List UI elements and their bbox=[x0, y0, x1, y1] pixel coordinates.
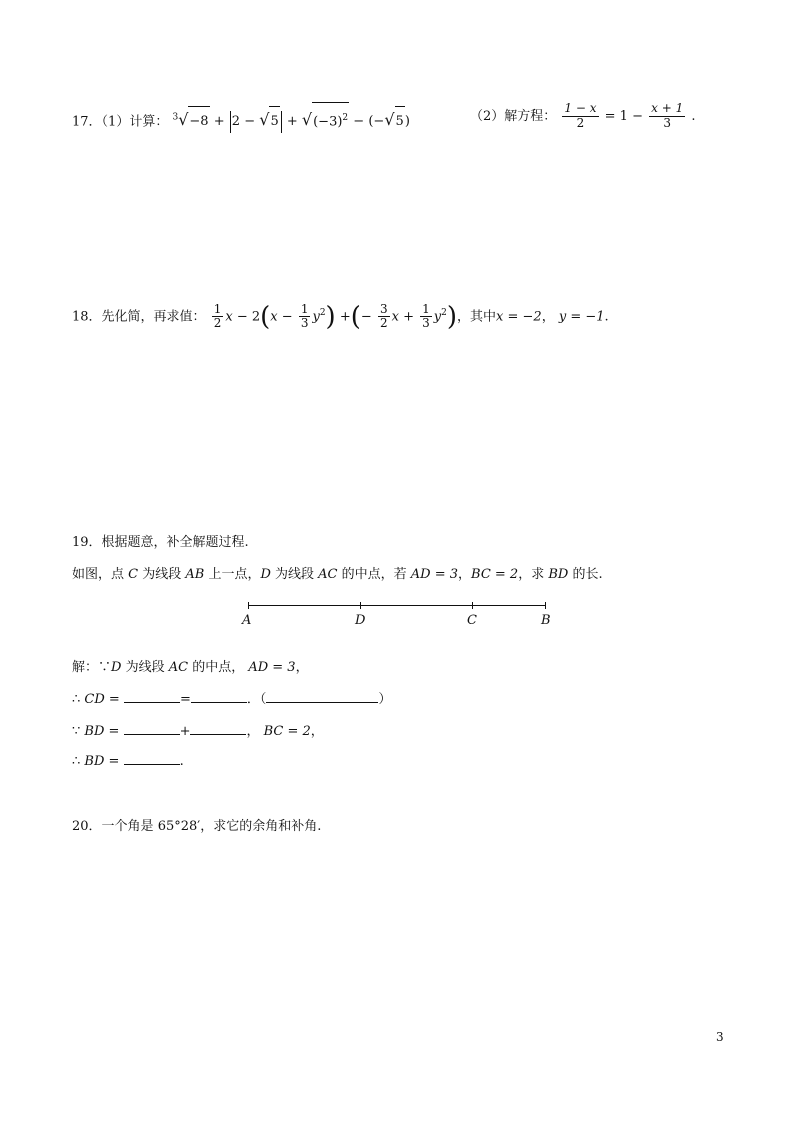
paren-open: ( bbox=[350, 301, 361, 332]
q17-part1-label: （1）计算： bbox=[101, 114, 169, 130]
point-D: D bbox=[260, 567, 271, 582]
x-value: x = −2 bbox=[496, 309, 542, 325]
text: 的长. bbox=[568, 567, 603, 582]
q18-line bbox=[72, 294, 609, 336]
label-C: C bbox=[467, 613, 477, 628]
blank-field[interactable] bbox=[191, 690, 247, 703]
segment-BD: BD bbox=[84, 754, 105, 769]
q17-part1-expression: $^3√-8 + 2 - √5 + √(-3)^2 - (-√5)$ bbox=[172, 114, 409, 129]
fraction-numerator: 1 bbox=[422, 301, 430, 316]
segment-AC: AC bbox=[168, 660, 189, 675]
var-x: x bbox=[270, 309, 278, 325]
q17-lhs-fraction bbox=[562, 102, 598, 131]
point-C: C bbox=[128, 567, 139, 582]
text: ） bbox=[378, 692, 392, 707]
tick-C bbox=[472, 602, 473, 609]
radical-sign: √ bbox=[301, 110, 313, 130]
var-y: y bbox=[312, 309, 320, 325]
fraction-denominator: 3 bbox=[663, 116, 671, 130]
neg-sign: − bbox=[373, 114, 385, 130]
period: . bbox=[604, 309, 609, 325]
plus-sign: + bbox=[403, 309, 414, 325]
text: ， bbox=[458, 567, 472, 582]
text: 如图，点 bbox=[72, 567, 129, 582]
therefore-symbol: ∴ bbox=[72, 692, 85, 707]
q18-number: 18． bbox=[72, 309, 102, 325]
solution-line-2 bbox=[72, 688, 391, 707]
fraction-numerator: 1 − x bbox=[564, 101, 597, 116]
q19-number: 19． bbox=[72, 535, 102, 550]
blank-field[interactable] bbox=[190, 722, 246, 735]
text: 为线段 bbox=[121, 660, 169, 675]
sqrt-arg bbox=[312, 102, 349, 137]
text: 为线段 bbox=[270, 567, 319, 582]
text: 的中点，若 bbox=[337, 567, 411, 582]
label-D: D bbox=[355, 613, 366, 628]
fraction-numerator: 1 bbox=[300, 301, 309, 316]
equals-one-minus: = 1 − bbox=[604, 109, 643, 124]
tick-D bbox=[360, 602, 361, 609]
page-number: 3 bbox=[716, 1030, 724, 1044]
bc-value: BC = 2 bbox=[471, 567, 519, 582]
q19-title-text: 根据题意，补全解题过程. bbox=[101, 535, 249, 550]
equals: = bbox=[179, 692, 191, 707]
plus-sign: + bbox=[213, 114, 225, 130]
q19-statement bbox=[72, 563, 603, 582]
fraction-3-2 bbox=[378, 303, 390, 332]
text: ．（ bbox=[246, 692, 267, 707]
radical-sign: √ bbox=[178, 110, 189, 130]
ad-value: AD = 3 bbox=[248, 660, 296, 675]
cuberoot-index: 3 bbox=[172, 113, 179, 123]
cuberoot-arg: −8 bbox=[188, 106, 209, 137]
q17-rhs-fraction bbox=[649, 102, 685, 131]
blank-reason-field[interactable] bbox=[266, 690, 378, 703]
segment-BD: BD bbox=[84, 724, 105, 739]
abs-two: 2 bbox=[231, 114, 241, 130]
tick-B bbox=[545, 602, 546, 609]
fraction-1-3b bbox=[420, 303, 432, 332]
q18-text: 先化简，再求值： bbox=[101, 309, 206, 325]
text: ，求它的余角和补角. bbox=[200, 819, 322, 834]
label-B: B bbox=[541, 613, 551, 628]
segment-line bbox=[248, 605, 546, 606]
because-symbol: ∵ bbox=[72, 724, 85, 739]
equals: = bbox=[104, 754, 124, 769]
paren-close: ) bbox=[325, 301, 336, 332]
minus-sign: − bbox=[353, 114, 365, 130]
equals: = bbox=[104, 692, 124, 707]
fraction-denominator: 2 bbox=[379, 316, 388, 331]
fraction-1-2 bbox=[212, 303, 224, 332]
q17-part2-line bbox=[470, 98, 696, 136]
label-A: A bbox=[242, 613, 252, 628]
exponent: 2 bbox=[441, 308, 447, 318]
radical-sign: √ bbox=[384, 110, 395, 130]
text: 一个角是 bbox=[101, 819, 158, 834]
text: ，求 bbox=[518, 567, 549, 582]
var-y: y bbox=[433, 309, 442, 325]
text: 上一点， bbox=[204, 567, 261, 582]
sqrt5-a: 5 bbox=[269, 106, 279, 137]
segment-BD: BD bbox=[548, 567, 569, 582]
abs-bar-right bbox=[281, 111, 282, 133]
q17-number: 17． bbox=[72, 114, 102, 130]
minus-sign: − bbox=[281, 309, 293, 325]
solution-line-3 bbox=[72, 720, 324, 739]
fraction-denominator: 2 bbox=[213, 316, 222, 331]
q19-title bbox=[72, 531, 249, 550]
minus-sign: − bbox=[244, 114, 256, 130]
ad-value: AD = 3 bbox=[410, 567, 459, 582]
q20-number: 20． bbox=[72, 819, 102, 834]
sqrt-arg-exp: 2 bbox=[342, 113, 349, 123]
fraction-numerator: x + 1 bbox=[651, 101, 684, 116]
fraction-numerator: 1 bbox=[213, 301, 222, 316]
fraction-denominator: 3 bbox=[422, 316, 430, 331]
paren-open: ( bbox=[260, 301, 271, 332]
blank-field[interactable] bbox=[124, 752, 180, 765]
text: 为线段 bbox=[138, 567, 186, 582]
plus-sign: + bbox=[179, 724, 191, 739]
paren-close: ) bbox=[446, 301, 458, 332]
segment-CD: CD bbox=[84, 692, 105, 707]
separator: ， bbox=[541, 309, 555, 325]
solution-line-1 bbox=[72, 656, 309, 675]
var-x: x bbox=[225, 309, 233, 325]
angle-value: 65°28′ bbox=[157, 819, 201, 834]
minus-two: − 2 bbox=[236, 309, 261, 325]
therefore-symbol: ∴ bbox=[72, 754, 85, 769]
q20-line bbox=[72, 815, 321, 834]
var-x: x bbox=[391, 309, 399, 325]
abs-bar-left bbox=[230, 111, 231, 133]
sqrt5-b: 5 bbox=[395, 106, 405, 137]
equals: = bbox=[104, 724, 124, 739]
fraction-denominator: 3 bbox=[300, 316, 309, 331]
sqrt-arg-inner: (−3) bbox=[313, 114, 343, 130]
fraction-denominator: 2 bbox=[576, 116, 585, 130]
blank-field[interactable] bbox=[124, 722, 180, 735]
solution-line-4 bbox=[72, 752, 184, 769]
bc-value: BC = 2 bbox=[263, 724, 311, 739]
segment-AC: AC bbox=[318, 567, 338, 582]
exponent: 2 bbox=[319, 308, 326, 318]
y-value: y = −1 bbox=[558, 309, 605, 325]
blank-field[interactable] bbox=[124, 690, 180, 703]
text: ， bbox=[246, 724, 260, 739]
point-D: D bbox=[111, 660, 122, 675]
period: . bbox=[179, 754, 184, 769]
plus-sign: + bbox=[339, 309, 351, 325]
neg-sign: − bbox=[360, 309, 372, 325]
q17-line bbox=[72, 102, 410, 132]
q17-part2-label: （2）解方程： bbox=[470, 109, 557, 124]
text: ， bbox=[295, 660, 309, 675]
text: 的中点， bbox=[188, 660, 245, 675]
text: 解：∵ bbox=[72, 660, 112, 675]
radical-sign: √ bbox=[259, 110, 270, 130]
period: . bbox=[691, 109, 696, 124]
segment-AB: AB bbox=[185, 567, 205, 582]
fraction-1-3 bbox=[299, 303, 311, 332]
fraction-numerator: 3 bbox=[379, 301, 388, 316]
plus-sign: + bbox=[286, 114, 298, 130]
condition-prefix: ，其中 bbox=[457, 309, 497, 325]
tick-A bbox=[248, 602, 249, 609]
text: ， bbox=[310, 724, 324, 739]
